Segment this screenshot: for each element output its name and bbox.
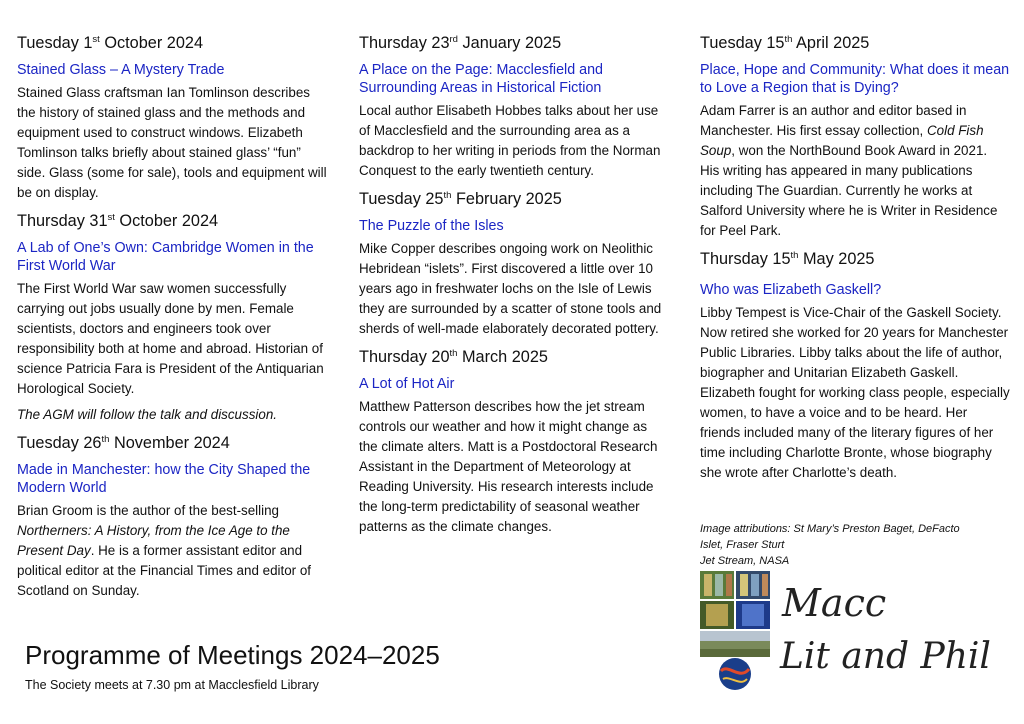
meeting-description: Stained Glass craftsman Ian Tomlinson describes the history of stained glass and the methods and equipment used to construct windows. Elizabeth Tomlinson talks briefly about stained glass’ “fun” side. Glass (some for sale), tools and equipment will be on display. [17, 85, 327, 200]
meeting-date: Thursday 23rd January 2025 [359, 34, 562, 52]
meeting-2 [17, 210, 327, 425]
meeting-date: Tuesday 26th November 2024 [17, 434, 230, 452]
attribution-line: Islet, Fraser Sturt [700, 539, 785, 551]
meeting-title: The Puzzle of the Isles [359, 218, 504, 234]
meeting-title: Stained Glass – A Mystery Trade [17, 62, 225, 78]
meeting-title: A Place on the Page: Macclesfield and Surrounding Areas in Historical Fiction [359, 62, 603, 96]
book-title: Northerners: A History, from the Ice Age to the Present Day [17, 523, 290, 558]
meeting-title: Made in Manchester: how the City Shaped the Modern World [17, 462, 311, 496]
meeting-description: Local author Elisabeth Hobbes talks about her use of Macclesfield and the surrounding area as a backdrop to her writing in periods from the Norman Conquest to the early twentieth century. [359, 103, 661, 178]
meeting-date: Tuesday 25th February 2025 [359, 190, 562, 208]
meeting-description: Matthew Patterson describes how the jet stream controls our weather and how it might change as the climate alters. Matt is a Postdoctoral Research Assistant in the Department of Meteorology at Reading University. His research interests include the long-term predictability of seasonal weather patterns as the climate changes. [359, 399, 658, 534]
column-2 [359, 32, 669, 544]
meeting-title: Who was Elizabeth Gaskell? [700, 282, 882, 298]
jet-stream-globe-image [719, 658, 751, 690]
programme-subtitle: The Society meets at 7.30 pm at Macclesfield Library [25, 678, 319, 692]
meeting-1 [17, 32, 327, 203]
logo-line-2: Lit and Phil [780, 636, 991, 677]
meeting-title: A Lab of One’s Own: Cambridge Women in the First World War [17, 240, 314, 274]
meeting-6 [359, 346, 669, 537]
agm-note: The AGM will follow the talk and discussion. [17, 407, 277, 422]
meeting-date: Thursday 31st October 2024 [17, 212, 219, 230]
macc-lit-and-phil-logo [778, 572, 1008, 682]
meeting-8 [700, 248, 1010, 483]
meeting-date: Tuesday 15th April 2025 [700, 34, 870, 52]
attribution-line: Jet Stream, NASA [700, 555, 790, 567]
programme-title: Programme of Meetings 2024–2025 [25, 640, 440, 670]
logo-line-1: Macc [782, 581, 887, 625]
book-title: Cold Fish Soup [700, 123, 984, 158]
meeting-description: Libby Tempest is Vice-Chair of the Gaskell Society. Now retired she worked for 20 years for Manchester Public Libraries. Libby talks about the life of author, biographer and Unitarian Elizabeth Gaskell. Elizabeth fought for working class people, especially women, to have a voice and to be heard. Her friends included many of the literary figures of her time including Charlotte Bronte, whose biography she wrote after Charlotte’s death. [700, 305, 1010, 480]
meeting-date: Thursday 15th May 2025 [700, 250, 875, 268]
meeting-date: Thursday 20th March 2025 [359, 348, 548, 366]
column-1 [17, 32, 327, 608]
column-3 [700, 32, 1010, 490]
meeting-4 [359, 32, 669, 181]
image-attributions [700, 521, 1010, 569]
meeting-title: Place, Hope and Community: What does it mean to Love a Region that is Dying? [700, 62, 1010, 96]
meeting-description: The First World War saw women successfully carrying out jobs usually done by men. Female scientists, doctors and engineers took over responsibility both at home and abroad. Historian of science Patricia Fara is President of the Antiquarian Horological Society. [17, 281, 324, 396]
meeting-title: A Lot of Hot Air [359, 376, 455, 392]
meeting-description: Brian Groom is the author of the best-selling Northerners: A History, from the Ice Age to the Present Day. He is a former assistant editor and political editor at the Financial Times and editor of Scotland on Sunday. [17, 503, 312, 598]
attribution-line: Image attributions: St Mary’s Preston Baget, DeFacto [700, 523, 960, 535]
meeting-description: Adam Farrer is an author and editor based in Manchester. His first essay collection, Cold Fish Soup, won the NorthBound Book Award in 2021. His writing has appeared in many publications including The Guardian. Currently he works at Salford University where he is Writer in Residence for Peel Park. [700, 103, 998, 238]
meeting-description: Mike Copper describes ongoing work on Neolithic Hebridean “islets”. First discovered a little over 10 years ago in freshwater lochs on the Isle of Lewis they are surrounded by a scatter of stone tools and sherds of well-made elaborately decorated pottery. [359, 241, 662, 336]
meeting-3 [17, 432, 327, 601]
logo-image-collage [700, 571, 770, 691]
meeting-7 [700, 32, 1010, 241]
meeting-5 [359, 188, 669, 339]
meeting-date: Tuesday 1st October 2024 [17, 34, 203, 52]
